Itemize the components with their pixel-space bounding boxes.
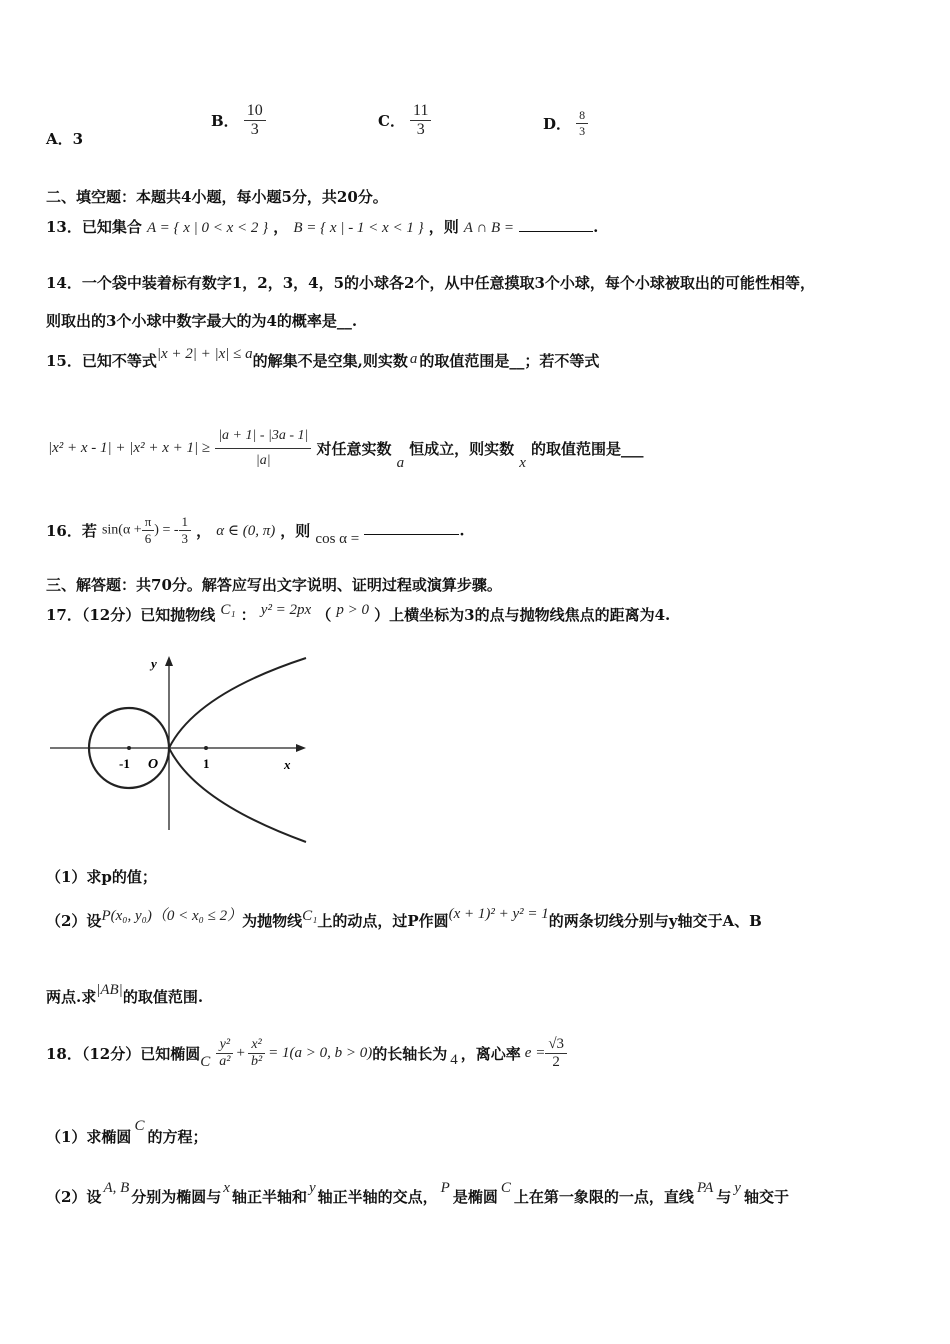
q18-p1a: （1）求椭圆 [46, 1128, 132, 1146]
q18-p2f: 上在第一象限的一点，直线 [513, 1188, 694, 1206]
y-axis-arrow [165, 656, 173, 666]
q17-graph [48, 652, 313, 852]
option-d-fraction [576, 108, 588, 139]
q16-pi: π [144, 514, 152, 529]
q17-colon: ： [240, 606, 256, 624]
q13-blank [519, 231, 593, 232]
q16-eq: ) = - [154, 522, 179, 538]
q15-end: 的取值范围是___ [531, 440, 644, 458]
q18-mid2: ，离心率 [460, 1045, 521, 1063]
q13-set-b: B = { x | - 1 < x < 1 } [293, 220, 424, 236]
q15-frac-num: |a + 1| - |3a - 1| [218, 428, 309, 443]
q17-part2-line1 [46, 906, 762, 931]
q14-line2: 则取出的3个小球中数字最大的为4的概率是__. [46, 312, 358, 330]
q17-cond-open: （ [316, 606, 332, 624]
q13-mid: ，则 [428, 218, 459, 236]
label-origin: O [148, 757, 159, 772]
q18-p2x: x [223, 1180, 230, 1196]
q18-sqrt3: √3 [548, 1036, 565, 1052]
tick-1 [204, 746, 208, 750]
option-c-fraction [410, 102, 431, 139]
q17-p2-c1: C₁ [302, 908, 318, 924]
tick-neg1 [127, 746, 131, 750]
q18-frac-e [545, 1036, 567, 1071]
q18-p2c: 轴正半轴和 [231, 1188, 307, 1206]
q18-p2y: y [308, 1180, 316, 1196]
q16-domain: α ∈ (0, π) [216, 523, 276, 539]
q17-p2-cond: （0 < x₀ ≤ 2） [151, 908, 243, 924]
q15-mid2: 的取值范围是__；若不等式 [419, 352, 600, 370]
q15-mid1: 的解集不是空集,则实数 [252, 352, 408, 370]
q18-frac-x [248, 1037, 265, 1070]
q16 [46, 514, 465, 547]
q18-frac-y [216, 1037, 233, 1070]
option-d-den: 3 [576, 123, 588, 139]
option-c-label: C． [378, 112, 405, 130]
q15-prefix: 15．已知不等式 [46, 352, 157, 370]
q18-p2g: 与 [716, 1188, 732, 1206]
q16-comma: ， [196, 522, 212, 540]
q17-part2-line2 [46, 982, 204, 1007]
x-axis-arrow [296, 744, 306, 752]
option-d-label: D． [543, 115, 572, 133]
q18-p2p: P [440, 1180, 450, 1196]
q18-mid1: 的长轴长为 [372, 1045, 448, 1063]
q13-set-a: A = { x | 0 < x < 2 } [146, 220, 269, 236]
q16-sin: sin(α + [101, 522, 142, 538]
option-d [543, 108, 588, 139]
parabola [169, 658, 306, 842]
option-b-den: 3 [244, 120, 266, 139]
q18-p1c: C [134, 1118, 145, 1134]
q16-then: ，则 [280, 522, 311, 540]
q17-p2-prefix: （2）设 [46, 912, 102, 930]
q13-end: . [593, 218, 599, 236]
x-label: x [284, 757, 291, 772]
q18-p2y2: y [734, 1180, 741, 1196]
q18-two: 2 [545, 1053, 567, 1071]
q18-y2: y² [219, 1037, 231, 1052]
q18-four: 4 [450, 1052, 458, 1068]
q15-lhs: |x² + x - 1| + |x² + x + 1| ≥ [48, 440, 211, 456]
q13-prefix: 13．已知集合 [46, 218, 142, 236]
q13-comma: ， [273, 218, 289, 236]
q16-prefix: 16．若 [46, 522, 97, 540]
q18-p2b: 分别为椭圆与 [131, 1188, 222, 1206]
q17-cond: p > 0 [336, 602, 370, 618]
q18-p2h: 轴交于 [743, 1188, 789, 1206]
q16-cos: cos α = [315, 531, 360, 547]
q18-part1 [46, 1118, 208, 1147]
q18-e: e = [524, 1045, 546, 1061]
q15-ineq1: |x + 2| + |x| ≤ a [156, 346, 253, 362]
q17-cond-close: ）上横坐标为3的点与抛物线焦点的距离为4. [374, 606, 671, 624]
q16-six: 6 [142, 530, 155, 547]
q18-prefix: 18．（12分）已知椭圆 [46, 1045, 201, 1063]
q17-p2-ab: |AB| [96, 982, 123, 998]
q18-p2e: 是椭圆 [452, 1188, 498, 1206]
label-neg1: -1 [119, 756, 130, 771]
q18-p2ab: A, B [103, 1180, 130, 1196]
option-a: A．3 [46, 130, 84, 148]
q15-var-x: x [519, 455, 526, 471]
q15-mid4: 恒成立，则实数 [409, 440, 515, 458]
label-1: 1 [203, 756, 210, 771]
q16-one: 1 [181, 514, 189, 529]
q16-blank [364, 534, 459, 535]
option-b-fraction [244, 102, 266, 139]
y-label: y [151, 656, 157, 671]
option-b [211, 102, 266, 139]
q17-p2-mid1: 为抛物线 [242, 912, 303, 930]
q17-prefix: 17．（12分）已知抛物线 [46, 606, 216, 624]
q17 [46, 604, 670, 625]
q15-fraction [215, 428, 311, 469]
q18-p2cc: C [500, 1180, 511, 1196]
q18-plus: + [236, 1045, 245, 1061]
q16-end: . [459, 521, 465, 540]
option-b-num: 10 [246, 102, 263, 119]
section-2-title: 二、填空题：本题共4小题，每小题5分，共20分。 [46, 188, 388, 206]
q18-x2: x² [251, 1037, 262, 1052]
q17-p2-point: P(x₀, y₀) [101, 908, 152, 924]
q18-c: C [200, 1054, 211, 1070]
q17-p2-line2a: 两点.求 [46, 988, 97, 1006]
q18-a2: a² [216, 1053, 233, 1070]
q13-expr: A ∩ B = [463, 220, 515, 236]
option-c [378, 102, 431, 139]
option-d-num: 8 [579, 108, 586, 122]
q13 [46, 216, 598, 237]
option-b-label: B． [211, 112, 239, 130]
q17-eq: y² = 2px [260, 602, 312, 618]
q17-p2-circle: (x + 1)² + y² = 1 [448, 906, 549, 922]
section-3-title: 三、解答题：共70分。解答应写出文字说明、证明过程或演算步骤。 [46, 576, 502, 594]
q15-mid3: 对任意实数 [316, 440, 392, 458]
q18-part2 [46, 1180, 789, 1207]
q18-p2d: 轴正半轴的交点， [317, 1188, 438, 1206]
q17-p2-mid2: 上的动点，过P作圆 [317, 912, 449, 930]
q16-three: 3 [179, 530, 192, 547]
option-c-num: 11 [413, 102, 429, 119]
q16-pi-frac [142, 514, 155, 547]
q18-p2pa: PA [696, 1180, 714, 1196]
q17-part1: （1）求p的值； [46, 868, 157, 886]
q18-eq: = 1(a > 0, b > 0) [268, 1045, 373, 1061]
q17-p2-end: 的两条切线分别与y轴交于A、B [548, 912, 762, 930]
q15-var-a-2: a [396, 455, 405, 471]
q14-line1: 14．一个袋中装着标有数字1，2，3，4，5的小球各2个，从中任意摸取3个小球，每个小球被取出的可能性相等， [46, 274, 815, 292]
q18-p2a: （2）设 [46, 1188, 102, 1206]
q15-line1 [46, 346, 600, 371]
q18 [46, 1036, 567, 1071]
q15-line2 [48, 428, 644, 469]
q15-var-a: a [409, 351, 418, 367]
q15-frac-den: |a| [215, 448, 311, 469]
q16-third [179, 514, 192, 547]
q18-b2: b² [248, 1053, 265, 1070]
q18-p1b: 的方程； [147, 1128, 208, 1146]
q17-p2-line2b: 的取值范围. [122, 988, 204, 1006]
option-c-den: 3 [410, 120, 431, 139]
q17-c1: C₁ [220, 602, 236, 618]
